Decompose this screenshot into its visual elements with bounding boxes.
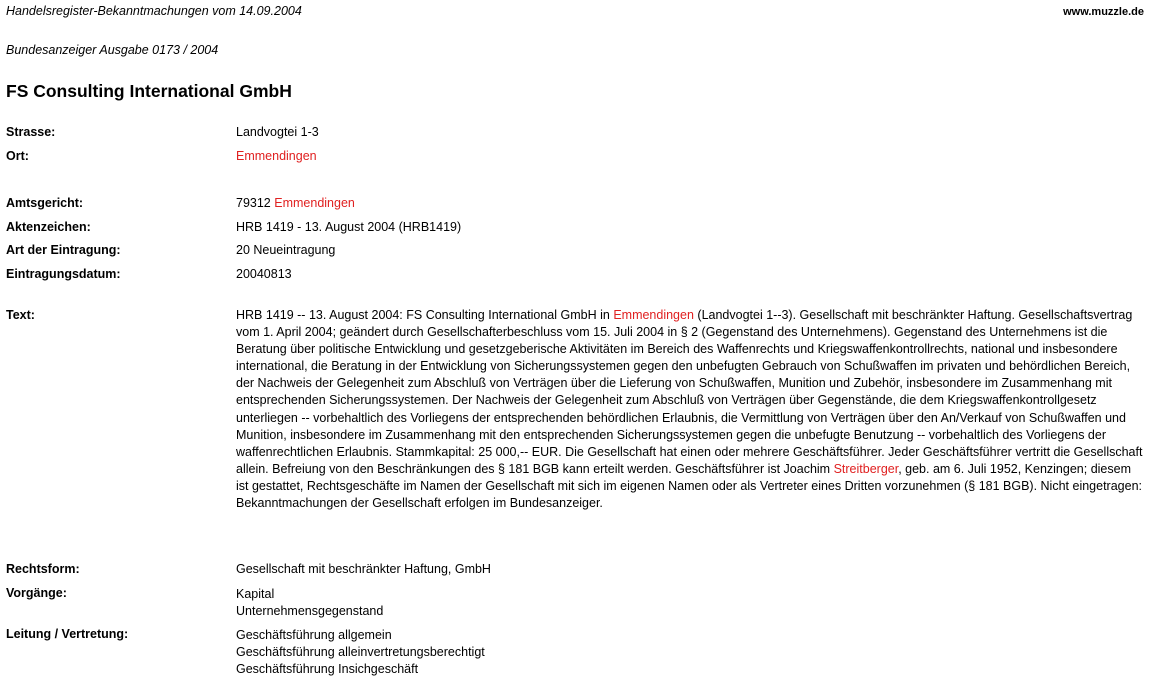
aktenzeichen-label: Aktenzeichen: <box>6 220 91 234</box>
rechtsform-value: Gesellschaft mit beschränkter Haftung, GmbH <box>236 562 491 576</box>
text-part-2: (Landvogtei 1--3). Gesellschaft mit beschränkter Haftung. Gesellschaftsvertrag vom 1. April 2004; geändert durch Gesellschafterbeschluss vom 15. Juli 2004 in § 2 (Gegenstand des Unternehmens). Gegenstand des Unternehmens ist die Beratung über politische Entwicklung und gesetzgeberische Aktivitäten im Bereich des Waffenrechts und Kriegswaffenkontrollrechts, national und insbesondere international, die Beratung in der Entwicklung von Sicherungssystemen gegen den unbefugten Gebrauch von Schußwaffen im privaten und behördlichen Bereich, der Nachweis der Gelegenheit zum Abschluß von Verträgen über die Lieferung von Schußwaffen, Munition und Zubehör, insbesondere im Zusammenhang mit entsprechenden Sicherungssystemen. Der Nachweis der Gelegenheit zum Abschluß von Verträgen über Gegenstände, die dem Kriegswaffenkontrollgesetz unterliegen -- vorbehaltlich des Vorliegens der entsprechenden behördlichen Erlaubnis, die Vermittlung von Verträgen über den An/Verkauf von Schußwaffen und Munition, insbesondere im Zusammenhang mit den entsprechenden Sicherungssystemen gegen die unbefugte Benutzung -- vorbehaltlich des Vorliegens der waffenrechtlichen Erlaubnis. Stammkapital: 25 000,-- EUR. Die Gesellschaft hat einen oder mehrere Geschäftsführer. Jeder Geschäftsführer vertritt die Gesellschaft allein. Befreiung von den Beschränkungen des § 181 BGB kann erteilt werden. Geschäftsführer ist Joachim <box>236 308 1143 476</box>
leitung-item: Geschäftsführung Insichgeschäft <box>236 662 419 676</box>
art-label: Art der Eintragung: <box>6 243 121 257</box>
page-header-title: Handelsregister-Bekanntmachungen vom 14.09.2004 <box>6 4 302 18</box>
vorgaenge-list <box>236 586 383 620</box>
text-city-link[interactable]: Emmendingen <box>613 308 694 322</box>
site-link[interactable]: www.muzzle.de <box>1063 6 1144 18</box>
amtsgericht-label: Amtsgericht: <box>6 196 84 210</box>
leitung-list <box>236 627 485 678</box>
text-person-link[interactable]: Streitberger <box>833 461 899 476</box>
datum-value: 20040813 <box>236 267 292 281</box>
ort-link[interactable]: Emmendingen <box>236 149 317 163</box>
strasse-value: Landvogtei 1-3 <box>236 125 319 139</box>
datum-label: Eintragungsdatum: <box>6 267 121 281</box>
amtsgericht-plz: 79312 <box>236 196 271 210</box>
text-part-3: , geb. am 6. Juli 1952, Kenzingen; diesem ist gestattet, Rechtsgeschäfte im Namen der Gesellschaft mit sich im eigenen Namen oder als Vertreter eines Dritten vorzunehmen (§ 181 BGB). Nicht eingetragen: Bekanntmachungen der Gesellschaft erfolgen im Bundesanzeiger. <box>236 461 1142 511</box>
edition-info: Bundesanzeiger Ausgabe 0173 / 2004 <box>6 43 219 57</box>
leitung-item: Geschäftsführung allgemein <box>236 628 392 642</box>
ort-label: Ort: <box>6 149 29 163</box>
rechtsform-label: Rechtsform: <box>6 562 80 576</box>
vorgang-item: Kapital <box>236 587 275 601</box>
vorgang-item: Unternehmensgegenstand <box>236 604 384 618</box>
art-value: 20 Neueintragung <box>236 243 336 257</box>
vorgaenge-label: Vorgänge: <box>6 586 67 600</box>
text-part-1: HRB 1419 -- 13. August 2004: FS Consulting International GmbH in <box>236 308 610 322</box>
company-name: FS Consulting International GmbH <box>6 81 292 101</box>
leitung-label: Leitung / Vertretung: <box>6 627 129 641</box>
text-body <box>236 307 1146 512</box>
aktenzeichen-value: HRB 1419 - 13. August 2004 (HRB1419) <box>236 220 462 234</box>
text-label: Text: <box>6 308 35 322</box>
amtsgericht-city-link[interactable]: Emmendingen <box>274 196 355 210</box>
strasse-label: Strasse: <box>6 125 56 139</box>
amtsgericht-value <box>236 196 355 210</box>
leitung-item: Geschäftsführung alleinvertretungsberechtigt <box>236 645 485 659</box>
